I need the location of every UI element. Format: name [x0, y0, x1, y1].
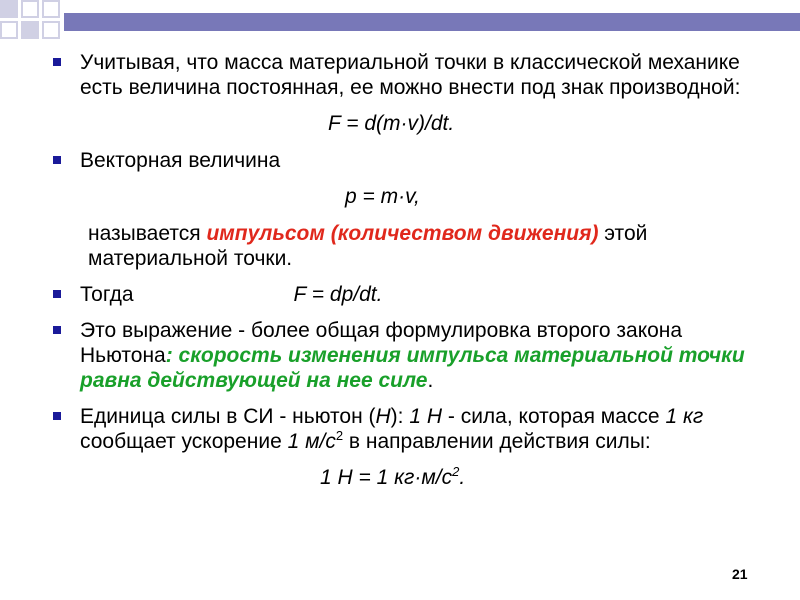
paragraph-text: в направлении действия силы:	[343, 430, 651, 453]
header-decoration	[0, 0, 800, 48]
slide-content	[50, 50, 770, 502]
deco-square	[0, 21, 18, 39]
bullet-square-icon	[53, 412, 61, 420]
highlight-law: : скорость изменения импульса материальной точки равна действующей на нее силе	[80, 344, 745, 392]
superscript: 2	[452, 464, 460, 479]
bullet-paragraph	[50, 282, 770, 307]
deco-square	[21, 0, 39, 18]
bullet-paragraph	[50, 148, 770, 173]
deco-square	[42, 0, 60, 18]
paragraph-text: Векторная величина	[80, 149, 281, 172]
paragraph-text: сообщает ускорение	[80, 430, 288, 453]
deco-square	[0, 0, 18, 18]
unit-symbol: Н	[375, 405, 391, 428]
unit-value: 1 м/с	[287, 430, 336, 453]
unit-value: 1 кг	[665, 405, 704, 428]
page-number: 21	[732, 566, 748, 582]
formula-force-derivative: F = d(m·v)/dt.	[328, 112, 455, 135]
deco-square	[21, 21, 39, 39]
unit-value: 1 Н	[409, 405, 443, 428]
formula-text: .	[459, 466, 466, 489]
formula-text: 1 Н = 1 кг·м/с	[320, 466, 453, 489]
paragraph-text: ):	[390, 405, 410, 428]
bullet-square-icon	[53, 156, 61, 164]
formula-newton-unit	[50, 465, 770, 490]
formula-inline: F = dp/dt.	[293, 283, 383, 306]
paragraph-text: этой материальной точки.	[88, 222, 648, 270]
formula-momentum: p = m·v,	[345, 185, 420, 208]
paragraph-text: называется	[88, 222, 207, 245]
deco-square	[42, 21, 60, 39]
header-bar	[64, 13, 800, 31]
bullet-paragraph	[50, 318, 770, 393]
paragraph-text: Единица силы в СИ - ньютон (	[80, 405, 376, 428]
bullet-paragraph	[50, 50, 770, 100]
bullet-paragraph	[50, 404, 770, 454]
bullet-square-icon	[53, 290, 61, 298]
paragraph-text: Тогда	[80, 283, 134, 306]
bullet-square-icon	[53, 58, 61, 66]
bullet-square-icon	[53, 326, 61, 334]
paragraph-text: Это выражение - более общая формулировка второго закона Ньютона	[80, 319, 683, 367]
paragraph-text: - сила, которая массе	[442, 405, 666, 428]
superscript: 2	[335, 428, 344, 443]
highlight-term: импульсом (количеством движения)	[206, 222, 599, 245]
paragraph-text: Учитывая, что масса материальной точки в классической механике есть величина постоянная, ее можно внести под знак производной:	[80, 51, 741, 99]
continuation-paragraph	[50, 221, 770, 271]
paragraph-text: .	[427, 369, 434, 392]
